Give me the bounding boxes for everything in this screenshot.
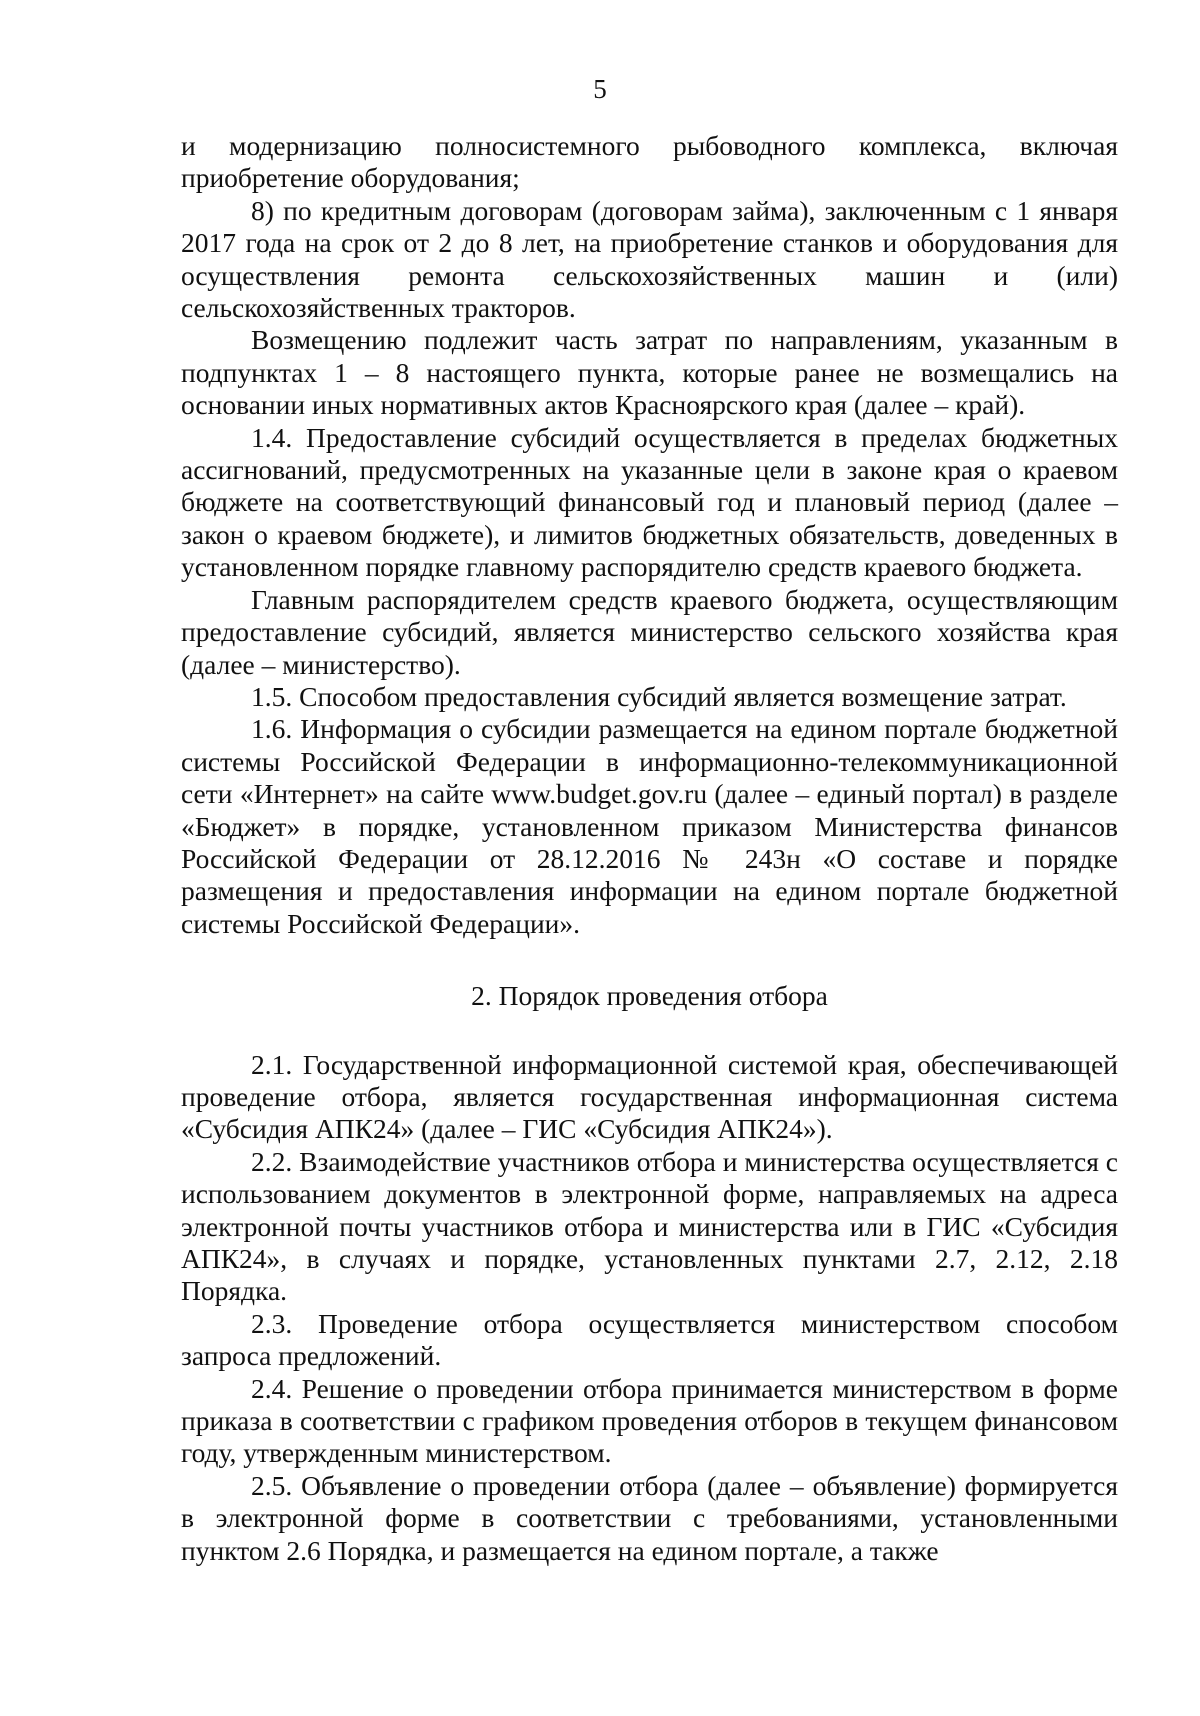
paragraph-1-5: 1.5. Способом предоставления субсидий является возмещение затрат. (251, 680, 1067, 712)
paragraph-main-administrator: Главным распорядителем средств краевого бюджета, осуществляющим предоставление субсидий, является министерство сельского хозяйства края (далее – министерство). (181, 583, 1118, 680)
paragraph-reimbursement: Возмещению подлежит часть затрат по направлениям, указанным в подпунктах 1 – 8 настоящего пункта, которые ранее не возмещались на основании иных нормативных актов Красноярского края (далее – край). (181, 324, 1118, 421)
paragraph-item-8: 8) по кредитным договорам (договорам займа), заключенным с 1 января 2017 года на срок от 2 до 8 лет, на приобретение станков и оборудования для осуществления ремонта сельскохозяйственных машин и (или) сельскохозяйственных тракторов. (181, 194, 1118, 324)
document-body (181, 130, 1118, 1567)
paragraph-continuation: и модернизацию полносистемного рыбоводного комплекса, включая приобретение оборудования; (181, 130, 1118, 194)
page-number: 5 (593, 74, 607, 104)
paragraph-1-4: 1.4. Предоставление субсидий осуществляется в пределах бюджетных ассигнований, предусмотренных на указанные цели в законе края о краевом бюджете на соответствующий финансовый год и плановый период (далее – закон о краевом бюджете), и лимитов бюджетных обязательств, доведенных в установленном порядке главному распорядителю средств краевого бюджета. (181, 421, 1118, 583)
paragraph-1-6: 1.6. Информация о субсидии размещается на едином портале бюджетной системы Российской Федерации в информационно-телекоммуникационной сети «Интернет» на сайте www.budget.gov.ru (далее – единый портал) в разделе «Бюджет» в порядке, установленном приказом Министерства финансов Российской Федерации от 28.12.2016 № 243н «О составе и порядке размещения и предоставления информации на едином портале бюджетной системы Российской Федерации». (181, 713, 1118, 939)
paragraph-2-3: 2.3. Проведение отбора осуществляется министерством способом запроса предложений. (181, 1307, 1118, 1372)
paragraph-2-1: 2.1. Государственной информационной системой края, обеспечивающей проведение отбора, является государственная информационная система «Субсидия АПК24» (далее – ГИС «Субсидия АПК24»). (181, 1048, 1118, 1145)
paragraph-2-4: 2.4. Решение о проведении отбора принимается министерством в форме приказа в соответствии с графиком проведения отборов в текущем финансовом году, утвержденным министерством. (181, 1372, 1118, 1469)
paragraph-2-2: 2.2. Взаимодействие участников отбора и министерства осуществляется с использованием документов в электронной форме, направляемых на адреса электронной почты участников отбора и министерства или в ГИС «Субсидия АПК24», в случаях и порядке, установленных пунктами 2.7, 2.12, 2.18 Порядка. (181, 1145, 1118, 1307)
paragraph-2-5: 2.5. Объявление о проведении отбора (далее – объявление) формируется в электронной форме в соответствии с требованиями, установленными пунктом 2.6 Порядка, и размещается на едином портале, а также (181, 1469, 1118, 1566)
section-heading: 2. Порядок проведения отбора (471, 980, 828, 1012)
